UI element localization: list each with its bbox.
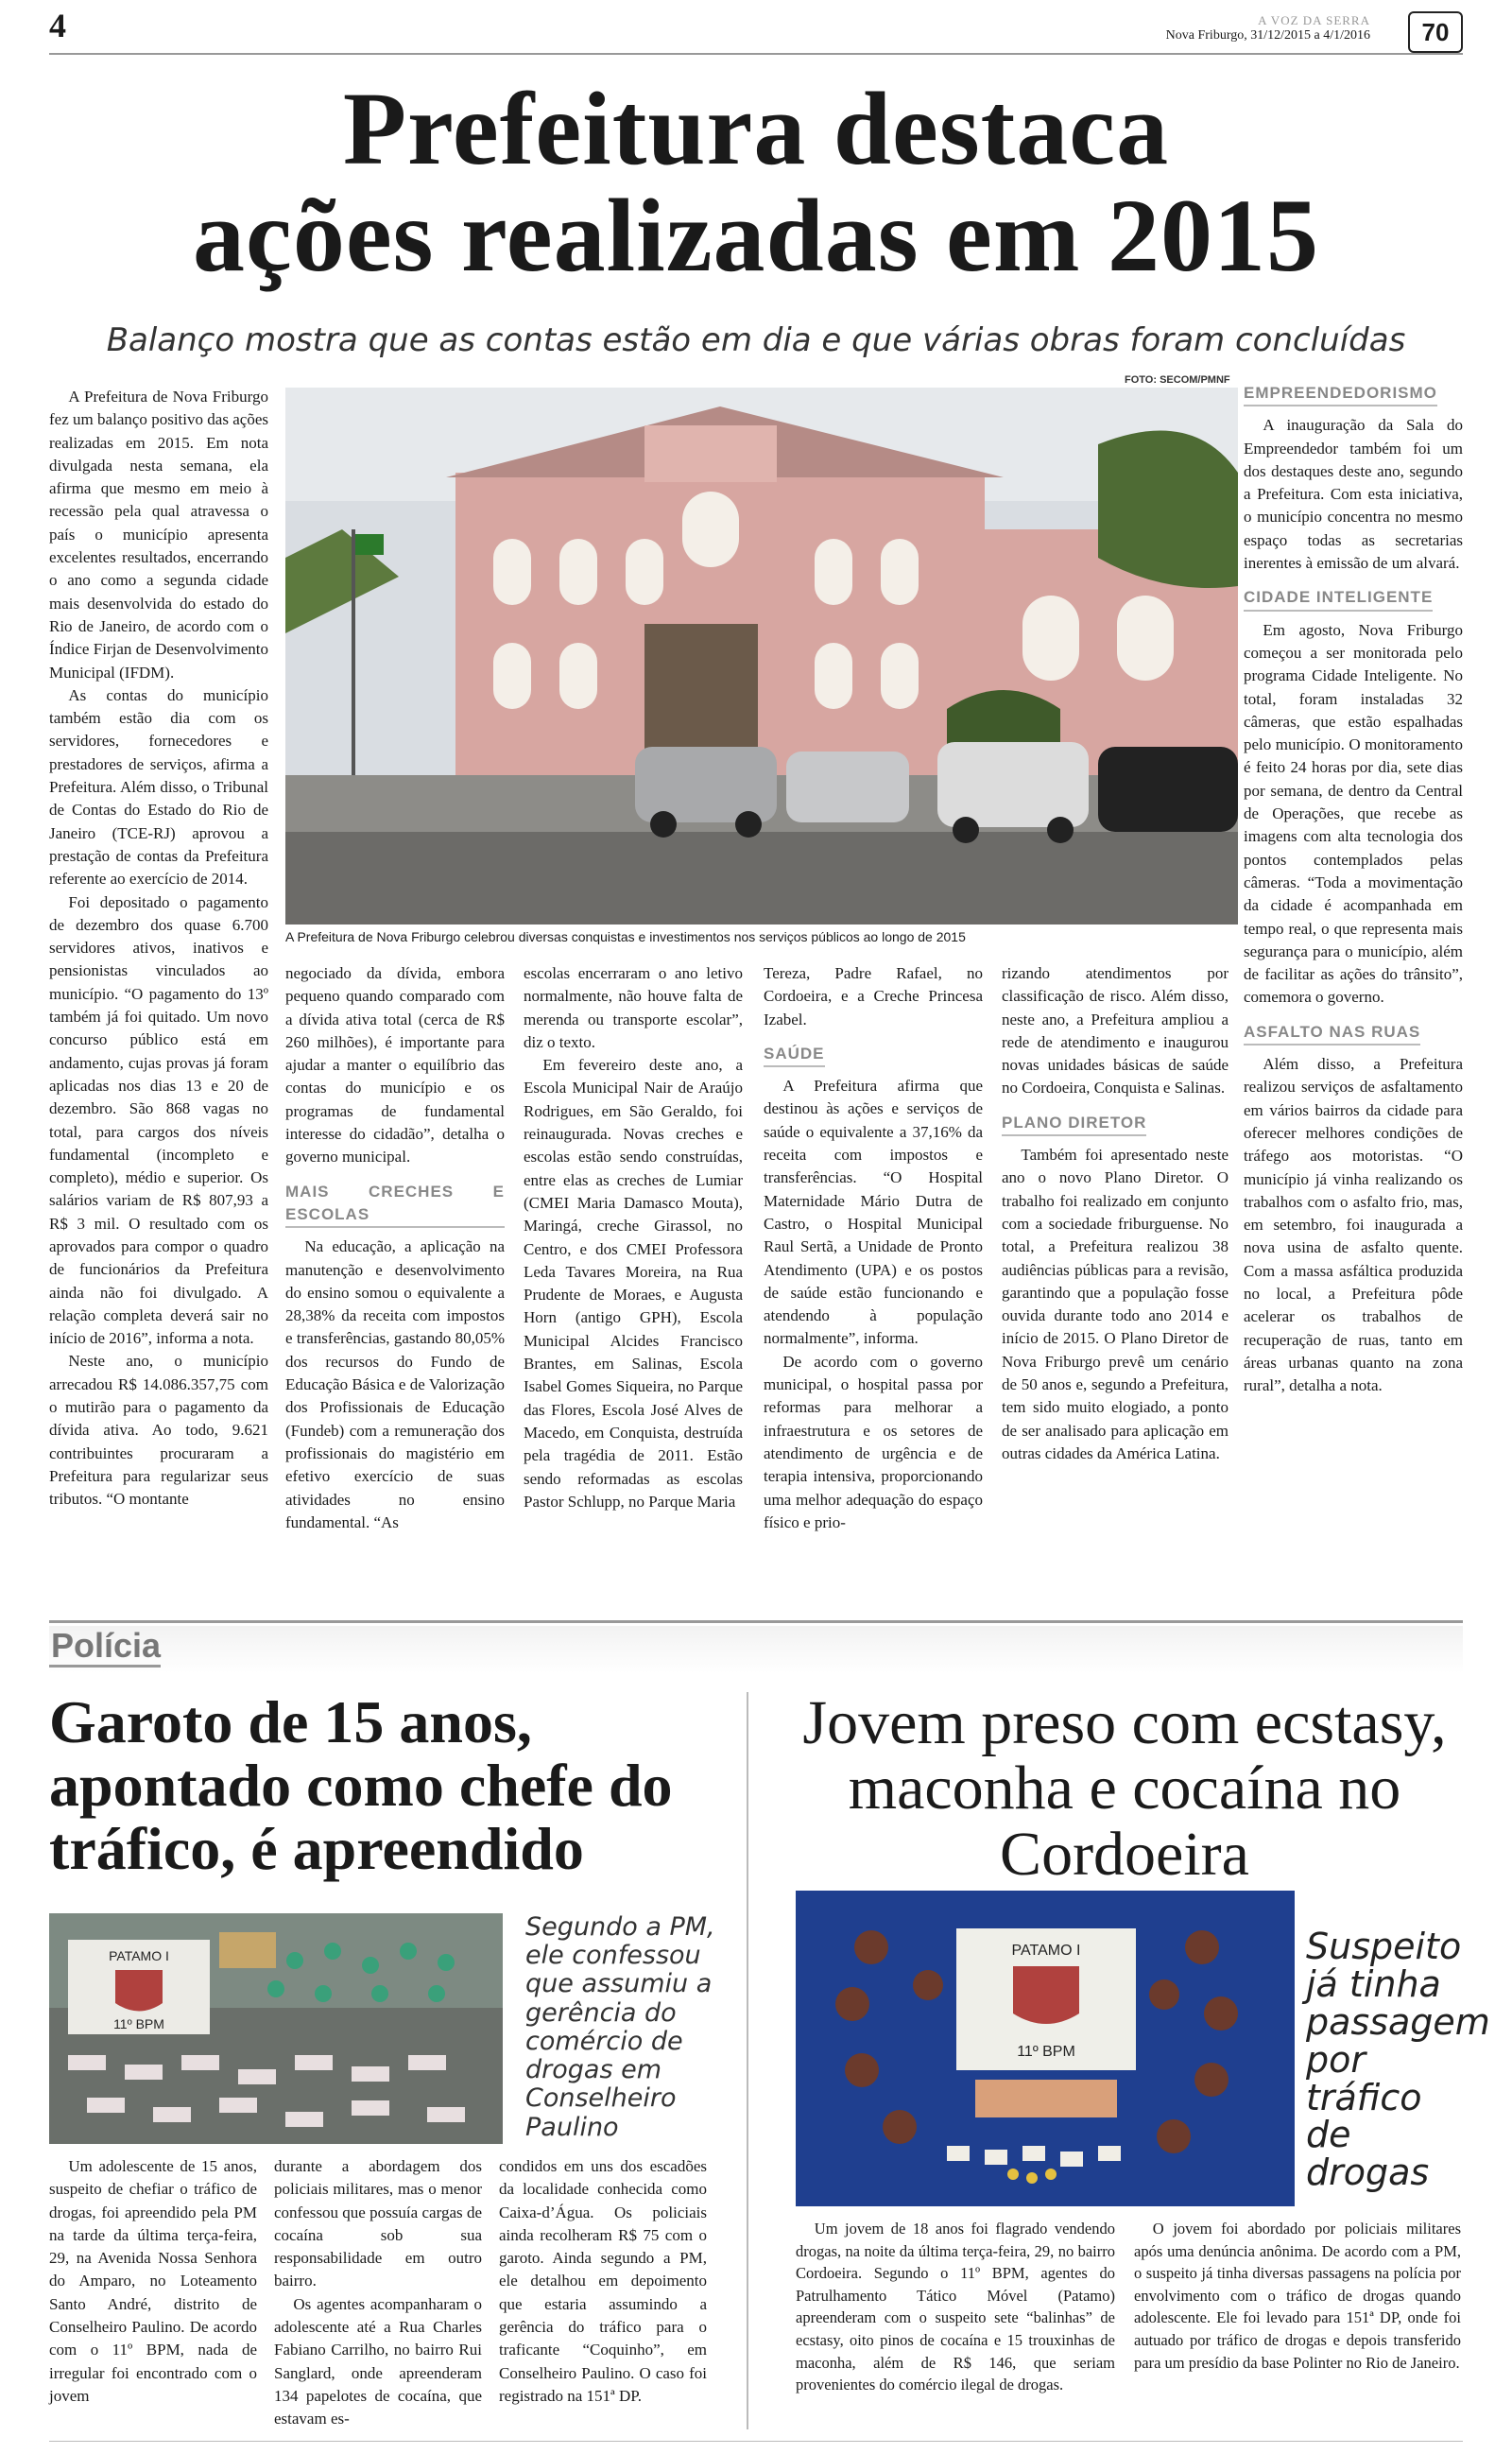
paragraph: rizando atendimentos por classificação de risco. Além disso, neste ano, a Prefeitura ampliou a rede de atendimento e inaugurou novas unidades básicas de saúde no Cordoeira, Conquista e Salinas. [1002, 964, 1228, 1097]
section-heading-cidade-inteligente: CIDADE INTELIGENTE [1244, 586, 1433, 611]
badge-text: 70 [1421, 17, 1450, 46]
story2-column-2 [1134, 2218, 1461, 2374]
story1-column-3 [499, 2155, 707, 2408]
main-headline [57, 71, 1455, 294]
paragraph: Em agosto, Nova Friburgo começou a ser monitorada pelo programa Cidade Inteligente. No total, foram instaladas 32 câmeras, que estão espalhadas pelo município. O monitoramento é feito 24 horas por dia, sete dias por semana, de dentro da Central de Operações, que recebe as imagens com alta tecnologia dos pontos contemplados pelas câmeras. “Toda a movimentação da cidade é acompanhada em tempo real, o que representa mais segurança para o município, além de facilitar as ações do trânsito”, comemora o governo. [1244, 620, 1463, 1007]
headline-line-1: Prefeitura destaca [342, 71, 1170, 186]
photo2-label-patamo: PATAMO I [1011, 1943, 1081, 1959]
paragraph: escolas encerraram o ano letivo normalmente, não houve falta de merenda ou transporte escolar”, diz o texto. [524, 964, 743, 1051]
section-divider [49, 1620, 1463, 1623]
paragraph: condidos em uns dos escadões da localidade conhecida como Caixa-d’Água. Os policiais ainda recolheram R$ 75 com o garoto. Ainda segundo a PM, ele detalhou em depoimento que estaria assumindo a gerência do tráfico para o traficante “Coquinho”, em Conselheiro Paulino. O caso foi registrado na 151ª DP. [499, 2157, 707, 2405]
paragraph: De acordo com o governo municipal, o hospital passa por reformas para melhorar a infraestrutura e os setores de atendimento de urgência e de terapia intensiva, proporcionando uma melhor adequação do espaço físico e prio- [764, 1352, 983, 1531]
paragraph: Um adolescente de 15 anos, suspeito de chefiar o tráfico de drogas, foi apreendido pela PM na tarde da última terça-feira, 29, na Avenida Nossa Senhora do Amparo, no Loteamento Santo André, distrito de Conselheiro Paulino. De acordo com o 11º BPM, nada de irregular foi encontrado com o jovem [49, 2157, 257, 2405]
section-heading-asfalto: ASFALTO NAS RUAS [1244, 1021, 1420, 1046]
paragraph: O jovem foi abordado por policiais militares após uma denúncia anônima. De acordo com a PM, o suspeito já tinha diversas passagens na polícia por envolvimento com o tráfico de drogas quando adolescente. Ele foi levado para 151ª DP, onde foi autuado por tráfico de drogas e depois transferido para um presídio da base Polinter no Rio de Janeiro. [1134, 2220, 1461, 2372]
article-column-3 [524, 962, 743, 1513]
city-hall-photo [285, 388, 1238, 925]
paragraph: durante a abordagem dos policiais militares, mas o menor confessou que possuía cargas de cocaína sob sua responsabilidade em outro bairro. [274, 2157, 482, 2290]
paragraph: A Prefeitura de Nova Friburgo fez um balanço positivo das ações realizadas em 2015. Em nota divulgada nesta semana, ela afirma que mesmo em meio à recessão pela qual atravessa o país o município apresenta excelentes resultados, encerrando o ano como a segunda cidade mais desenvolvida do estado do Rio de Janeiro, de acordo com o Índice Firjan de Desenvolvimento Municipal (IFDM). [49, 388, 268, 682]
police-section-label: Polícia [49, 1626, 161, 1668]
article-column-5 [1002, 962, 1228, 1465]
publication-name: A VOZ DA SERRA [1258, 13, 1370, 27]
headline-line-2: ações realizadas em 2015 [193, 178, 1319, 294]
photo2-label-bpm: 11º BPM [1017, 2044, 1075, 2060]
paragraph: Também foi apresentado neste ano o novo Plano Diretor. O trabalho foi realizado em conjunto com a sociedade friburguense. No total, a Prefeitura realizou 38 audiências públicas para a revisão, garantindo que a população fosse ouvida durante todo ano 2014 e início de 2015. O Plano Diretor de Nova Friburgo prevê um cenário de 50 anos e, segundo a Prefeitura, tem sido muito elogiado, a ponto de ser analisado para aplicação em outras cidades da América Latina. [1002, 1146, 1228, 1462]
paragraph: As contas do município também estão dia com os servidores, fornecedores e prestadores de serviços, afirma a Prefeitura. Além disso, o Tribunal de Contas do Estado do Rio de Janeiro (TCE-RJ) aprovou a prestação de contas da Prefeitura referente ao exercício de 2014. [49, 685, 268, 889]
article-column-1 [49, 386, 268, 1512]
page-number: 4 [49, 7, 66, 44]
story1-column-1 [49, 2155, 257, 2408]
paragraph: Tereza, Padre Rafael, no Cordoeira, e a Creche Princesa Izabel. [764, 964, 983, 1028]
header-rule [49, 53, 1463, 55]
police-section-bar [49, 1626, 1463, 1673]
photo-credit: FOTO: SECOM/PMNF [1125, 374, 1230, 386]
paragraph: Em fevereiro deste ano, a Escola Municipal Nair de Araújo Rodrigues, em São Geraldo, foi reinaugurada. Novas creches e escolas estão sendo construídas, entre elas as creches de Lumiar (CMEI Maria Damasco Mouta), Maringá, creche Girassol, no Centro, e dos CMEI Professora Leda Tavares Moreira, na Rua Prudente de Moraes, e Augusta Horn (antigo GPH), Escola Municipal Alcides Francisco Brantes, em Salinas, Escola Isabel Gomes Siqueira, no Parque das Flores, Escola José Alves de Macedo, em Conquista, destruída pela tragédia de 2011. Estão sendo reformadas as escolas Pastor Schlupp, no Parque Maria [524, 1056, 743, 1511]
article-column-4 [764, 962, 983, 1534]
paragraph: Na educação, a aplicação na manutenção e desenvolvimento do ensino somou o equivalente a 28,38% da receita com impostos e transferências, gastando 80,05% dos recursos do Fundo de Educação Básica e de Valorização dos Profissionais de Educação (Fundeb) com a remuneração dos profissionais do magistério em efetivo exercício de suas atividades no ensino fundamental. “As [285, 1237, 505, 1531]
paragraph: negociado da dívida, embora pequeno quando comparado com a dívida ativa total (cerca de R$ 260 milhões), é importante para ajudar a manter o equilíbrio das contas do município e os programas de fundamental interesse do cidadão”, detalha o governo municipal. [285, 964, 505, 1167]
seized-drugs-illustration-1 [49, 1913, 503, 2144]
story1-kicker: Segundo a PM, ele confessou que assumiu a gerência do comércio de drogas em Conselheiro Paulino [525, 1912, 715, 2142]
photo1-label-bpm: 11º BPM [113, 2016, 164, 2031]
story2-kicker: Suspeito já tinha passagem por tráfico de drogas [1306, 1926, 1490, 2194]
anniversary-badge [1408, 11, 1463, 53]
bottom-rule [49, 2441, 1463, 2442]
paragraph: A inauguração da Sala do Empreendedor também foi um dos destaques deste ano, segundo a Prefeitura. Com esta iniciativa, o município concentra no mesmo espaço todas as secretarias inerentes à emissão de um alvará. [1244, 416, 1463, 573]
section-heading-saude: SAÚDE [764, 1043, 825, 1067]
issue-date: Nova Friburgo, 31/12/2015 a 4/1/2016 [1165, 28, 1370, 43]
masthead [1166, 13, 1370, 43]
story-divider [747, 1692, 748, 2429]
story2-photo [796, 1891, 1295, 2206]
article-column-2 [285, 962, 505, 1534]
section-heading-creches: MAIS CRECHES E ESCOLAS [285, 1181, 505, 1229]
story1-photo [49, 1913, 503, 2144]
photo-caption: A Prefeitura de Nova Friburgo celebrou diversas conquistas e investimentos nos serviços públicos ao longo de 2015 [285, 929, 966, 944]
story1-column-2 [274, 2155, 482, 2431]
paragraph: A Prefeitura afirma que destinou às ações e serviços de saúde o equivalente a 37,16% da receita com impostos e transferências. “O Hospital Maternidade Mário Dutra de Castro, o Hospital Municipal Raul Sertã, a Unidade de Pronto Atendimento (UPA) e os postos de saúde estão funcionando e atendendo à população normalmente”, informa. [764, 1077, 983, 1348]
paragraph: Os agentes acompanharam o adolescente até a Rua Charles Fabiano Carrilho, no bairro Rui Sanglard, onde apreenderam 134 papelotes de cocaína, que estavam es- [274, 2294, 482, 2428]
paragraph: Neste ano, o município arrecadou R$ 14.086.357,75 com o mutirão para o pagamento da dívida ativa. Ao todo, 9.621 contribuintes procuraram a Prefeitura para regularizar seus tributos. “O montante [49, 1352, 268, 1509]
story2-headline: Jovem preso com ecstasy, maconha e cocaína no Cordoeira [802, 1688, 1447, 1889]
paragraph: Além disso, a Prefeitura realizou serviços de asfaltamento em vários bairros da cidade para oferecer melhores condições de tráfego aos motoristas. “O município já vinha realizando os trabalhos com o asfalto frio, mas, em setembro, foi inaugurada a nova usina de asfalto quente. Com a massa asfáltica produzida no local, a Prefeitura pôde acelerar os trabalhos de recuperação de ruas, tanto em áreas urbanas quanto na zona rural”, detalha a nota. [1244, 1055, 1463, 1395]
photo1-label-patamo: PATAMO I [109, 1948, 169, 1963]
seized-drugs-illustration-2 [796, 1891, 1295, 2206]
story2-column-1 [796, 2218, 1115, 2396]
section-heading-plano-diretor: PLANO DIRETOR [1002, 1112, 1146, 1136]
paragraph: Um jovem de 18 anos foi flagrado vendendo drogas, na noite da última terça-feira, 29, no bairro Cordoeira. Segundo o 11º BPM, agentes do Patrulhamento Tático Móvel (Patamo) apreenderam com o suspeito sete “balinhas” de ecstasy, oito pinos de cocaína e 15 trouxinhas de maconha, além de R$ 146, que seriam provenientes do comércio ilegal de drogas. [796, 2220, 1115, 2394]
section-heading-empreendedorismo: EMPREENDEDORISMO [1244, 382, 1437, 406]
story1-headline: Garoto de 15 anos, apontado como chefe do tráfico, é apreendido [49, 1688, 673, 1883]
sidebar-column [1244, 382, 1463, 1397]
paragraph: Foi depositado o pagamento de dezembro dos quase 6.700 servidores ativos, inativos e pensionistas vinculados ao município. “O pagamento do 13º também já foi quitado. Um novo concurso público está em andamento, cujas provas já foram aplicadas nos dias 13 e 20 de dezembro. São 868 vagas no total, para cargos dos níveis fundamental (incompleto e completo), médio e superior. Os salários variam de R$ 807,93 a R$ 3 mil. O resultado com os aprovados para compor o quadro de funcionários da Prefeitura ainda não foi divulgado. A relação completa deverá sair no início de 2016”, informa a nota. [49, 892, 268, 1348]
main-subtitle: Balanço mostra que as contas estão em dia e que várias obras foram concluídas [106, 321, 1406, 359]
city-hall-illustration [285, 388, 1238, 925]
